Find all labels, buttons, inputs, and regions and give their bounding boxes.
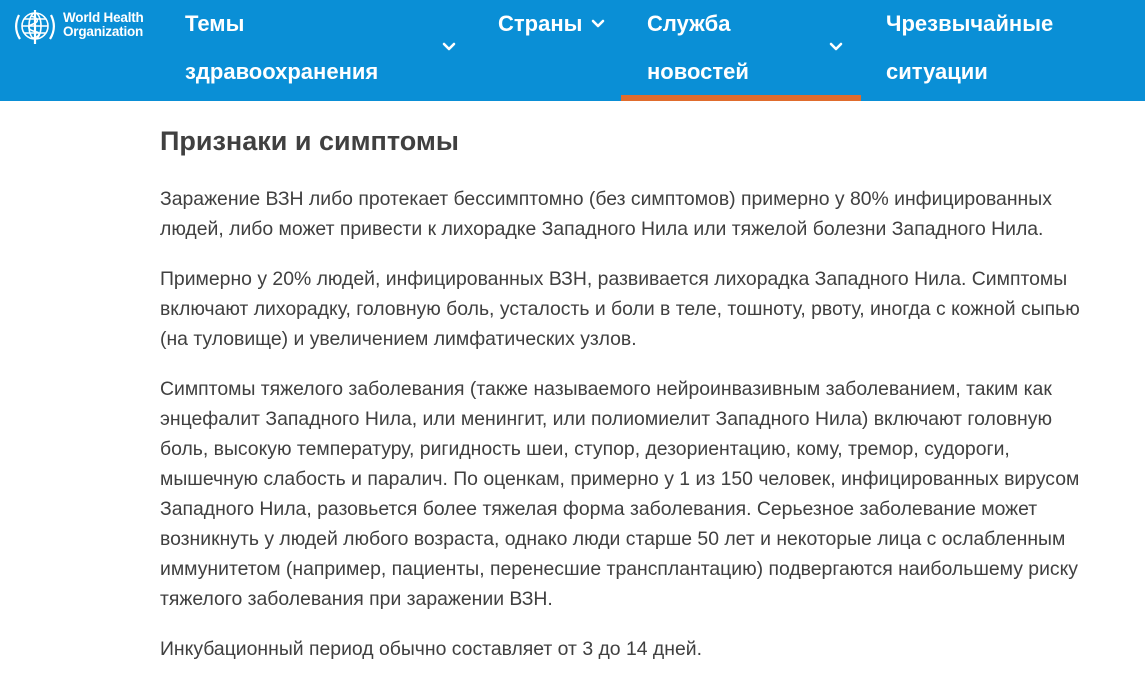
article-paragraph: Примерно у 20% людей, инфицированных ВЗН, развивается лихорадка Западного Нила. Симптомы включают лихорадку, головную боль, усталость и боли в теле, тошноту, рвоту, иногда с кожной сыпью (на туловище) и увеличением лимфатических узлов. xyxy=(160,268,1080,350)
brand-line-2: Organization xyxy=(63,24,144,39)
nav-item-emergencies[interactable] xyxy=(886,0,1086,101)
nav-item-label-line-1: Чрезвычайные xyxy=(886,11,1054,36)
nav-item-label-line-1: Темы xyxy=(185,11,245,36)
chevron-down-icon xyxy=(591,19,605,29)
nav-item-health-topics[interactable] xyxy=(185,0,460,101)
who-emblem-icon xyxy=(12,5,58,47)
article-paragraph: Инкубационный период обычно составляет от 3 до 14 дней. xyxy=(160,638,702,660)
nav-active-indicator xyxy=(621,95,861,101)
top-navigation-bar xyxy=(0,0,1145,101)
nav-item-label-line-1: Служба xyxy=(647,11,731,36)
nav-item-label-line-2: ситуации xyxy=(886,59,988,84)
article-content xyxy=(160,114,1095,664)
who-logo[interactable] xyxy=(12,5,162,47)
chevron-down-icon xyxy=(829,42,843,52)
article-paragraph: Симптомы тяжелого заболевания (также называемого нейроинвазивным заболеванием, таким как энцефалит Западного Нила, или менингит, или полиомиелит Западного Нила) включают головную боль, высокую температуру, ригидность шеи, ступор, дезориентацию, кому, тремор, судороги, мышечную слабость и паралич. По оценкам, примерно у 1 из 150 человек, инфицированных вирусом Западного Нила, разовьется более тяжелая форма заболевания. Серьезное заболевание может возникнуть у людей любого возраста, однако люди старше 50 лет и некоторые лица с ослабленным иммунитетом (например, пациенты, перенесшие трансплантацию) подвергаются наибольшему риску тяжелого заболевания при заражении ВЗН. xyxy=(160,378,1080,610)
nav-item-countries[interactable] xyxy=(498,0,608,101)
chevron-down-icon xyxy=(442,42,456,52)
brand-line-1: World Health xyxy=(63,10,144,25)
article-paragraph: Заражение ВЗН либо протекает бессимптомно (без симптомов) примерно у 80% инфицированных людей, либо может привести к лихорадке Западного Нила или тяжелой болезни Западного Нила. xyxy=(160,188,1052,240)
section-heading: Признаки и симптомы xyxy=(160,126,459,156)
nav-item-newsroom[interactable] xyxy=(647,0,857,101)
nav-item-label-line-2: новостей xyxy=(647,59,749,84)
nav-item-label-line-2: здравоохранения xyxy=(185,59,379,84)
nav-item-label-line-1: Страны xyxy=(498,11,583,36)
